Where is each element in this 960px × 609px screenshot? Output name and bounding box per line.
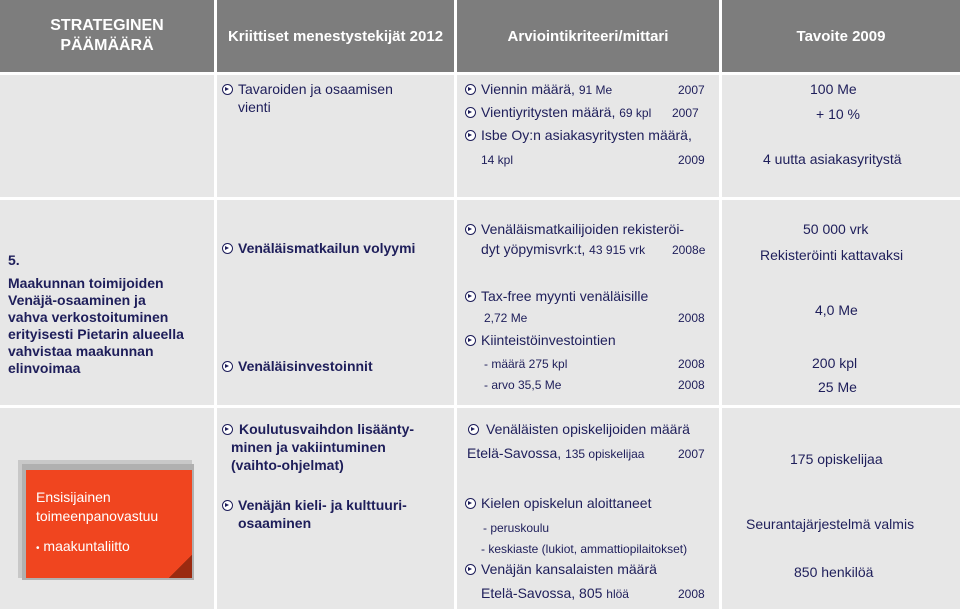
criteria-secondary: - keskiaste (lukiot, ammattiopilaitokset) <box>481 542 688 556</box>
criteria-label: Vientiyritysten määrä, <box>481 104 616 120</box>
bullet-icon <box>222 243 233 254</box>
criteria-taxfree: Tax-free myynti venäläisille <box>481 288 649 304</box>
bullet-icon <box>465 498 476 509</box>
header-target: Tavoite 2009 <box>722 0 960 72</box>
criteria-value: 43 915 vrk <box>589 243 646 257</box>
criteria-label: Etelä-Savossa, 805 <box>481 585 603 601</box>
factor-exchange-line3: (vaihto-ohjelmat) <box>231 457 344 473</box>
card-organisation: maakuntaliitto <box>43 538 130 554</box>
goal-line: Maakunnan toimijoiden <box>8 275 164 291</box>
criteria-year: 2007 <box>678 447 705 461</box>
criteria-language-start: Kielen opiskelun aloittaneet <box>481 495 652 511</box>
criteria-year: 2008e <box>672 243 706 257</box>
criteria-value: 2,72 Me <box>484 311 528 325</box>
criteria-property-count: - määrä 275 kpl <box>484 357 568 371</box>
target-monitoring: Seurantajärjestelmä valmis <box>746 516 915 532</box>
bullet-icon <box>468 424 479 435</box>
factor-language-line1: Venäjän kieli- ja kulttuuri- <box>238 497 407 513</box>
bullet-icon <box>465 564 476 575</box>
header-strategic-goal-label: STRATEGINEN PÄÄMÄÄRÄ <box>50 17 164 54</box>
bullet-icon <box>222 500 233 511</box>
target-property-count: 200 kpl <box>812 355 858 371</box>
card-line1: Ensisijainen <box>36 489 111 505</box>
criteria-export-volume <box>481 81 612 99</box>
factor-export-line1: Tavaroiden ja osaamisen <box>238 81 393 97</box>
target-property-value: 25 Me <box>818 379 857 395</box>
target-citizens: 850 henkilöä <box>794 564 874 580</box>
goal-line: vahvistaa maakunnan <box>8 343 154 359</box>
criteria-label: dyt yöpymisvrk:t, <box>481 241 586 257</box>
criteria-citizens-line2 <box>481 585 629 603</box>
criteria-russian-citizens: Venäjän kansalaisten määrä <box>481 561 657 577</box>
target-registration: Rekisteröinti kattavaksi <box>760 247 904 263</box>
factor-exchange-line1 <box>231 421 414 438</box>
factor-export-line2: vienti <box>238 99 271 115</box>
goal-line: vahva verkostoituminen <box>8 309 169 325</box>
header-critical-factors: Kriittiset menestystekijät 2012 <box>217 0 457 72</box>
criteria-year: 2008 <box>678 378 705 392</box>
bullet-icon <box>222 361 233 372</box>
bullet-icon <box>465 335 476 346</box>
goal-number: 5. <box>8 252 20 268</box>
criteria-year: 2007 <box>672 106 699 120</box>
criteria-label: Viennin määrä, <box>481 81 575 97</box>
criteria-primary-school: - peruskoulu <box>483 521 550 535</box>
criteria-year: 2007 <box>678 83 705 97</box>
target-tourism-nights: 50 000 vrk <box>803 221 869 237</box>
criteria-isbe-clients: Isbe Oy:n asiakasyritysten määrä, <box>481 127 692 143</box>
bullet-icon <box>465 130 476 141</box>
criteria-export-companies <box>481 104 651 122</box>
criteria-value: 69 kpl <box>619 106 652 120</box>
bullet-icon <box>222 84 233 95</box>
header-strategic-goal <box>0 0 217 72</box>
criteria-value: 14 kpl <box>481 153 514 167</box>
factor-investments: Venäläisinvestoinnit <box>238 358 373 374</box>
bullet-icon <box>465 84 476 95</box>
header-criteria: Arviointikriteeri/mittari <box>457 0 722 72</box>
factor-language-line2: osaaminen <box>238 515 312 531</box>
criteria-value: hlöä <box>606 587 629 601</box>
criteria-year: 2008 <box>678 311 705 325</box>
criteria-label: Etelä-Savossa, <box>467 445 562 461</box>
bullet-icon <box>465 291 476 302</box>
column-divider <box>719 72 722 609</box>
criteria-year: 2008 <box>678 587 705 601</box>
target-export-volume: 100 Me <box>810 81 857 97</box>
factor-tourism: Venäläismatkailun volyymi <box>238 240 416 256</box>
column-divider <box>214 72 217 609</box>
target-export-growth: + 10 % <box>816 106 860 122</box>
target-students: 175 opiskelijaa <box>790 451 883 467</box>
criteria-value: 135 opiskelijaa <box>565 447 645 461</box>
criteria-year: 2009 <box>678 153 705 167</box>
bullet-icon <box>465 224 476 235</box>
factor-exchange-text: Koulutusvaihdon lisäänty- <box>239 421 415 437</box>
target-new-clients: 4 uutta asiakasyritystä <box>763 151 902 167</box>
criteria-students-line2 <box>467 445 644 463</box>
card-fold <box>168 555 192 578</box>
target-taxfree: 4,0 Me <box>815 302 858 318</box>
goal-line: Venäjä-osaaminen ja <box>8 292 146 308</box>
card-line3: • maakuntaliitto <box>36 538 130 554</box>
card-line2: toimeenpanovastuu <box>36 508 159 524</box>
criteria-property-value: - arvo 35,5 Me <box>484 378 562 392</box>
criteria-year: 2008 <box>678 357 705 371</box>
criteria-property: Kiinteistöinvestointien <box>481 332 616 348</box>
criteria-students: Venäläisten opiskelijoiden määrä <box>486 421 690 437</box>
goal-line: elinvoimaa <box>8 360 81 376</box>
factor-exchange-line2: minen ja vakiintuminen <box>231 439 386 455</box>
goal-line: erityisesti Pietarin alueella <box>8 326 184 342</box>
criteria-value: 91 Me <box>578 83 613 97</box>
criteria-tourism-line1: Venäläismatkailijoiden rekisteröi- <box>481 221 685 237</box>
criteria-tourism-line2 <box>481 241 645 259</box>
bullet-icon <box>465 107 476 118</box>
column-divider <box>454 72 457 609</box>
